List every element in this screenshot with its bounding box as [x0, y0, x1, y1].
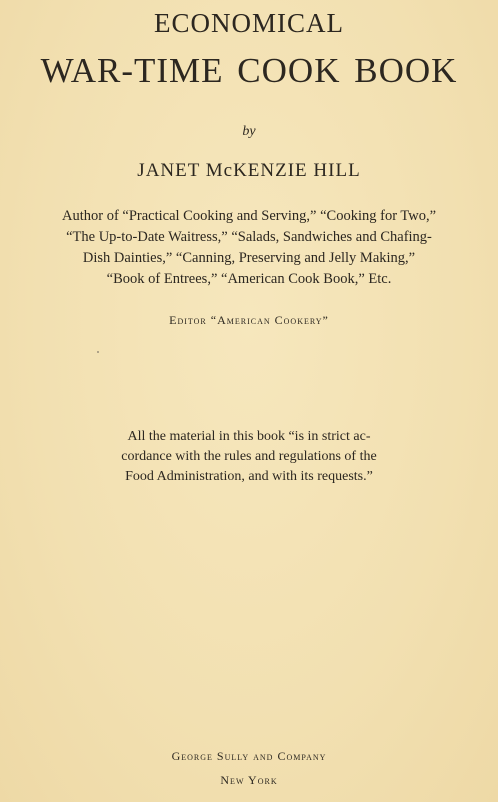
- editor-credit-text: Editor “American Cookery”: [169, 313, 329, 327]
- works-line: Dish Dainties,” “Canning, Preserving and Jelly Making,”: [82, 250, 416, 266]
- works-line: Author of “Practical Cooking and Serving,” “Cooking for Two,”: [61, 208, 437, 224]
- notice-line: cordance with the rules and regulations of the: [121, 449, 377, 464]
- notice-line: All the material in this book “is in strict ac-: [127, 429, 371, 444]
- editor-credit: [0, 313, 498, 328]
- author-works: [0, 206, 498, 290]
- publisher: [0, 749, 498, 764]
- byline: by: [242, 124, 256, 139]
- publisher-city: [0, 773, 498, 788]
- publisher-text: George Sully and Company: [171, 749, 327, 763]
- publisher-city-text: New York: [220, 773, 278, 787]
- book-title-line-2: WAR-TIME COOK BOOK: [40, 51, 458, 90]
- works-line: “The Up-to-Date Waitress,” “Salads, Sandwiches and Chafing-: [66, 229, 432, 245]
- works-line: “Book of Entrees,” “American Cook Book,” Etc.: [106, 271, 392, 287]
- notice-line: Food Administration, and with its requests.”: [125, 469, 373, 484]
- paper-speck: [97, 351, 99, 353]
- book-title-line-1: ECONOMICAL: [154, 8, 344, 38]
- author-name: JANET McKENZIE HILL: [137, 160, 361, 181]
- food-administration-notice: [0, 427, 498, 487]
